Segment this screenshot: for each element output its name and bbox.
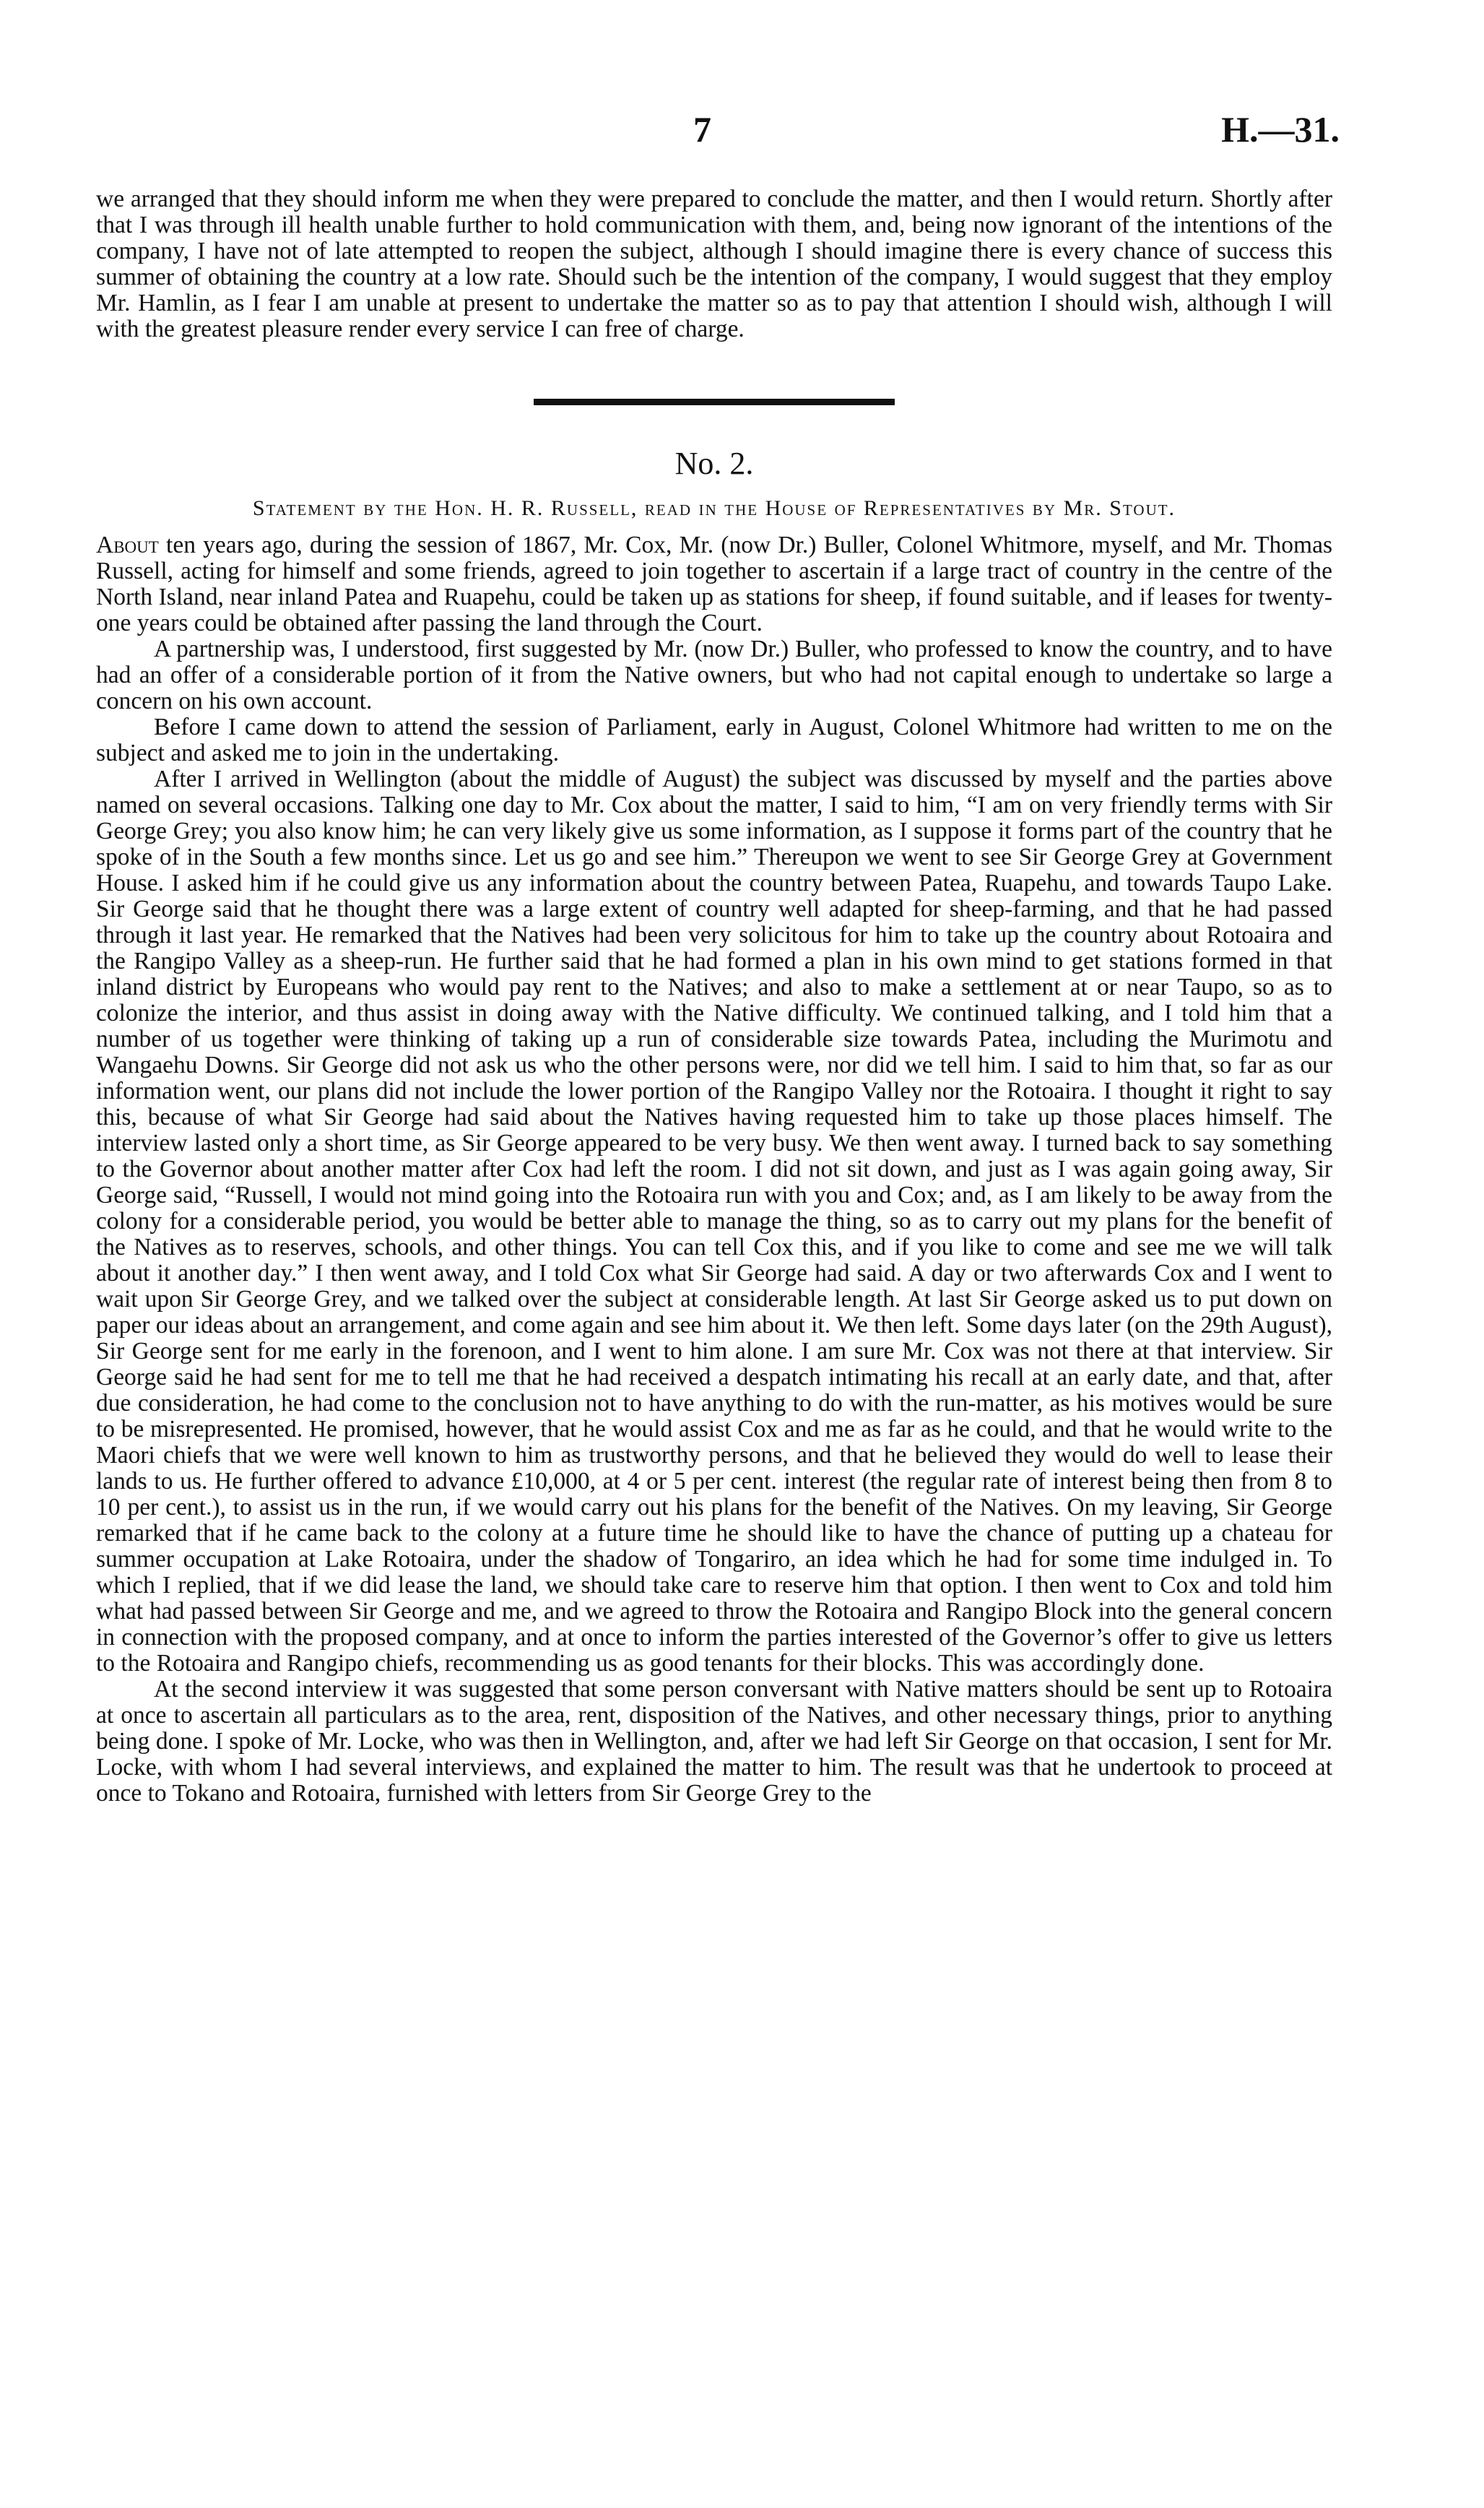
paragraph-lead-word: About (96, 532, 159, 558)
page-body (96, 186, 1332, 1807)
section-title: Statement by the Hon. H. R. Russell, read in the House of Representatives by Mr. Stout. (252, 496, 1176, 520)
statement-paragraph-4: After I arrived in Wellington (about the middle of August) the subject was discussed by myself and the parties above named on several occasions. Talking one day to Mr. Cox about the matter, I said to him, “I am on very friendly terms with Sir George Grey; you also know him; he can very likely give us some information, as I suppose it forms part of the country that he spoke of in the South a few months since. Let us go and see him.” Thereupon we went to see Sir George Grey at Government House. I asked him if he could give us any information about the country between Patea, Ruapehu, and towards Taupo Lake. Sir George said that he thought there was a large extent of country well adapted for sheep-farming, and that he had passed through it last year. He remarked that the Natives had been very solicitous for him to take up the country about Rotoaira and the Rangipo Valley as a sheep-run. He further said that he had formed a plan in his own mind to get stations formed in that inland district by Europeans who would pay rent to the Natives; and also to make a settlement at or near Taupo, so as to colonize the interior, and thus assist in doing away with the Native difficulty. We continued talking, and I told him that a number of us together were thinking of taking up a run of considerable size towards Patea, including the Murimotu and Wangaehu Downs. Sir George did not ask us who the other persons were, nor did we tell him. I said to him that, so far as our information went, our plans did not include the lower portion of the Rangipo Valley nor the Rotoaira. I thought it right to say this, because of what Sir George had said about the Natives having requested him to take up those places himself. The interview lasted only a short time, as Sir George appeared to be very busy. We then went away. I turned back to say something to the Governor about another matter after Cox had left the room. I did not sit down, and just as I was again going away, Sir George said, “Russell, I would not mind going into the Rotoaira run with you and Cox; and, as I am likely to be away from the colony for a considerable period, you would be better able to manage the thing, so as to carry out my plans for the benefit of the Natives as to reserves, schools, and other things. You can tell Cox this, and if you like to come and see me we will talk about it another day.” I then went away, and I told Cox what Sir George had said. A day or two afterwards Cox and I went to wait upon Sir George Grey, and we talked over the subject at considerable length. At last Sir George asked us to put down on paper our ideas about an arrangement, and come again and see him about it. We then left. Some days later (on the 29th August), Sir George sent for me early in the forenoon, and I went to him alone. I am sure Mr. Cox was not there at that interview. Sir George said he had sent for me to tell me that he had received a despatch intimating his recall at an early date, and that, after due consideration, he had come to the conclusion not to have anything to do with the run-matter, as his motives would be sure to be misrepresented. He promised, however, that he would assist Cox and me as far as he could, and that he would write to the Maori chiefs that we were well known to him as trustworthy persons, and that he believed they would do well to lease their lands to us. He further offered to advance £10,000, at 4 or 5 per cent. interest (the regular rate of interest being then from 8 to 10 per cent.), to assist us in the run, if we would carry out his plans for the benefit of the Natives. On my leaving, Sir George remarked that if he came back to the colony at a future time he should like to have the chance of putting up a chateau for summer occupation at Lake Rotoaira, under the shadow of Tongariro, an idea which he had for some time indulged in. To which I replied, that if we did lease the land, we should take care to reserve him that option. I then went to Cox and told him what had passed between Sir George and me, and we agreed to throw the Rotoaira and Rangipo Block into the general concern in connection with the proposed company, and at once to inform the parties interested of the Governor’s offer to give us letters to the Rotoaira and Rangipo chiefs, recommending us as good tenants for their blocks. This was accordingly done. (96, 766, 1332, 1677)
section-number: No. 2. (674, 446, 754, 481)
intro-paragraph: we arranged that they should inform me when they were prepared to conclude the matter, and then I would return. Shortly after that I was through ill health unable further to hold communication with them, and, being now ignorant of the intentions of the company, I have not of late attempted to reopen the subject, although I should imagine there is every chance of success this summer of obtaining the country at a low rate. Should such be the intention of the company, I would suggest that they employ Mr. Hamlin, as I fear I am unable at present to undertake the matter so as to pay that attention I should wish, although I will with the greatest pleasure render every service I can free of charge. (96, 186, 1332, 342)
statement-paragraph-3: Before I came down to attend the session of Parliament, early in August, Colonel Whitmore had written to me on the subject and asked me to join in the undertaking. (96, 714, 1332, 766)
statement-paragraph-5: At the second interview it was suggested that some person conversant with Native matters should be sent up to Rotoaira at once to ascertain all particulars as to the area, rent, disposition of the Natives, and other necessary things, prior to anything being done. I spoke of Mr. Locke, who was then in Wellington, and, after we had left Sir George on that occasion, I sent for Mr. Locke, with whom I had several interviews, and explained the matter to him. The result was that he undertook to proceed at once to Tokano and Rotoaira, furnished with letters from Sir George Grey to the (96, 1676, 1332, 1807)
page-header (0, 108, 1484, 159)
statement-paragraph-1 (96, 532, 1332, 636)
statement-paragraph-2: A partnership was, I understood, first suggested by Mr. (now Dr.) Buller, who professed to know the country, and to have had an offer of a considerable portion of it from the Native owners, but who had not capital enough to undertake so large a concern on his own account. (96, 636, 1332, 714)
document-reference: H.—31. (1221, 109, 1340, 150)
section-divider-rule (534, 399, 895, 405)
statement-paragraph-1-text: ten years ago, during the session of 1867, Mr. Cox, Mr. (now Dr.) Buller, Colonel Whitmore, myself, and Mr. Thomas Russell, acting for himself and some friends, agreed to join together to ascertain if a large tract of country in the centre of the North Island, near inland Patea and Ruapehu, could be taken up as stations for sheep, if found suitable, and if leases for twenty-one years could be obtained after passing the land through the Court. (96, 532, 1332, 636)
page-number: 7 (693, 109, 711, 150)
